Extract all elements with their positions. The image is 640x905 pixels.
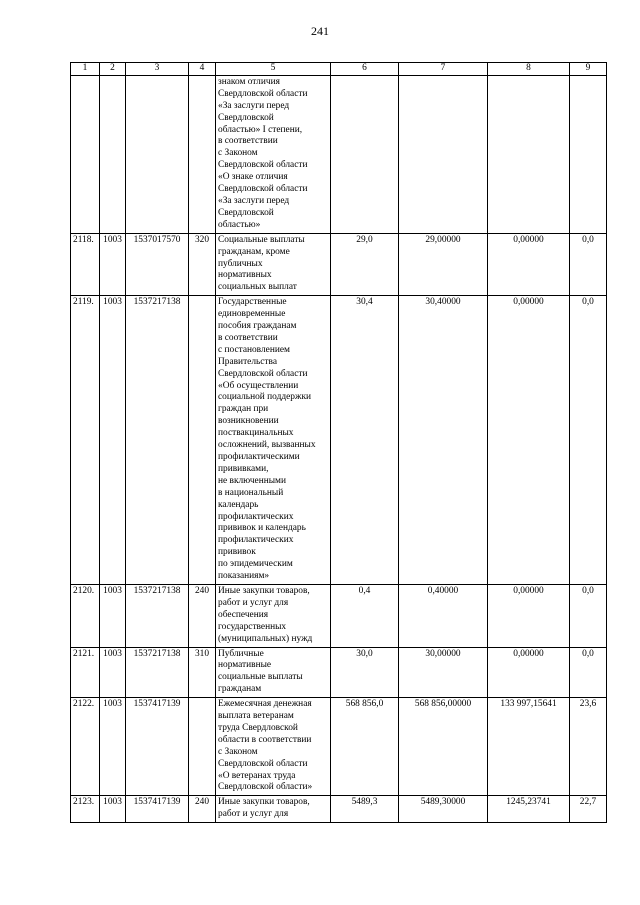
expense-type bbox=[189, 296, 216, 585]
approved-amount: 30,00000 bbox=[399, 647, 488, 698]
row-number: 2119. bbox=[71, 296, 100, 585]
target-code: 1537217138 bbox=[126, 584, 189, 647]
target-code: 1537417139 bbox=[126, 698, 189, 796]
item-name: Социальные выплаты гражданам, кроме публичных нормативных социальных выплат bbox=[216, 233, 331, 296]
executed-amount: 0,00000 bbox=[488, 584, 570, 647]
column-header-8: 8 bbox=[488, 63, 570, 76]
planned-amount: 0,4 bbox=[331, 584, 399, 647]
row-number: 2120. bbox=[71, 584, 100, 647]
execution-percent: 0,0 bbox=[570, 584, 607, 647]
column-header-2: 2 bbox=[100, 63, 126, 76]
section-code: 1003 bbox=[100, 296, 126, 585]
item-name: Государственные единовременные пособия гражданам в соответствии с постановлением Правительства Свердловской области «Об осуществлении социальной поддержки граждан при возникновении поствакцинальных осложнений, вызванных профилактическими прививками, не включенными в национальный календарь профилактических прививок и календарь профилактических прививок по эпидемическим показаниям» bbox=[216, 296, 331, 585]
column-header-5: 5 bbox=[216, 63, 331, 76]
table-row bbox=[71, 796, 607, 823]
executed-amount: 1245,23741 bbox=[488, 796, 570, 823]
column-header-6: 6 bbox=[331, 63, 399, 76]
executed-amount: 133 997,15641 bbox=[488, 698, 570, 796]
column-header-1: 1 bbox=[71, 63, 100, 76]
row-number: 2121. bbox=[71, 647, 100, 698]
approved-amount: 0,40000 bbox=[399, 584, 488, 647]
approved-amount: 568 856,00000 bbox=[399, 698, 488, 796]
table-row bbox=[71, 296, 607, 585]
expense-type: 320 bbox=[189, 233, 216, 296]
row-number: 2122. bbox=[71, 698, 100, 796]
planned-amount: 5489,3 bbox=[331, 796, 399, 823]
section-code: 1003 bbox=[100, 698, 126, 796]
execution-percent: 0,0 bbox=[570, 296, 607, 585]
expense-type: 240 bbox=[189, 796, 216, 823]
item-name: Ежемесячная денежная выплата ветеранам труда Свердловской области в соответствии с Законом Свердловской области «О ветеранах труда Свердловской области» bbox=[216, 698, 331, 796]
approved-amount: 30,40000 bbox=[399, 296, 488, 585]
column-header-4: 4 bbox=[189, 63, 216, 76]
expense-type bbox=[189, 698, 216, 796]
section-code bbox=[100, 75, 126, 233]
expense-type: 310 bbox=[189, 647, 216, 698]
table-row bbox=[71, 233, 607, 296]
table-row bbox=[71, 698, 607, 796]
planned-amount: 30,4 bbox=[331, 296, 399, 585]
section-code: 1003 bbox=[100, 647, 126, 698]
item-name: Иные закупки товаров, работ и услуг для обеспечения государственных (муниципальных) нужд bbox=[216, 584, 331, 647]
execution-percent bbox=[570, 75, 607, 233]
execution-percent: 0,0 bbox=[570, 233, 607, 296]
planned-amount: 29,0 bbox=[331, 233, 399, 296]
section-code: 1003 bbox=[100, 584, 126, 647]
section-code: 1003 bbox=[100, 796, 126, 823]
column-header-3: 3 bbox=[126, 63, 189, 76]
expense-type bbox=[189, 75, 216, 233]
row-number bbox=[71, 75, 100, 233]
planned-amount: 568 856,0 bbox=[331, 698, 399, 796]
target-code: 1537017570 bbox=[126, 233, 189, 296]
header-row bbox=[71, 63, 607, 76]
target-code: 1537217138 bbox=[126, 296, 189, 585]
table-row bbox=[71, 647, 607, 698]
executed-amount: 0,00000 bbox=[488, 233, 570, 296]
item-name: Иные закупки товаров, работ и услуг для bbox=[216, 796, 331, 823]
table-row bbox=[71, 584, 607, 647]
approved-amount: 29,00000 bbox=[399, 233, 488, 296]
row-number: 2118. bbox=[71, 233, 100, 296]
approved-amount bbox=[399, 75, 488, 233]
column-header-7: 7 bbox=[399, 63, 488, 76]
execution-percent: 0,0 bbox=[570, 647, 607, 698]
table-body bbox=[71, 75, 607, 822]
planned-amount: 30,0 bbox=[331, 647, 399, 698]
page-number: 241 bbox=[311, 24, 329, 38]
table-row bbox=[71, 75, 607, 233]
target-code: 1537417139 bbox=[126, 796, 189, 823]
planned-amount bbox=[331, 75, 399, 233]
row-number: 2123. bbox=[71, 796, 100, 823]
column-header-9: 9 bbox=[570, 63, 607, 76]
item-name: знаком отличия Свердловской области «За заслуги перед Свердловской областью» I степени, в соответствии с Законом Свердловской области «О знаке отличия Свердловской области «За заслуги перед Свердловской областью» bbox=[216, 75, 331, 233]
item-name: Публичные нормативные социальные выплаты гражданам bbox=[216, 647, 331, 698]
budget-table bbox=[70, 62, 607, 823]
executed-amount bbox=[488, 75, 570, 233]
target-code: 1537217138 bbox=[126, 647, 189, 698]
approved-amount: 5489,30000 bbox=[399, 796, 488, 823]
target-code bbox=[126, 75, 189, 233]
section-code: 1003 bbox=[100, 233, 126, 296]
executed-amount: 0,00000 bbox=[488, 647, 570, 698]
executed-amount: 0,00000 bbox=[488, 296, 570, 585]
expense-type: 240 bbox=[189, 584, 216, 647]
execution-percent: 23,6 bbox=[570, 698, 607, 796]
execution-percent: 22,7 bbox=[570, 796, 607, 823]
